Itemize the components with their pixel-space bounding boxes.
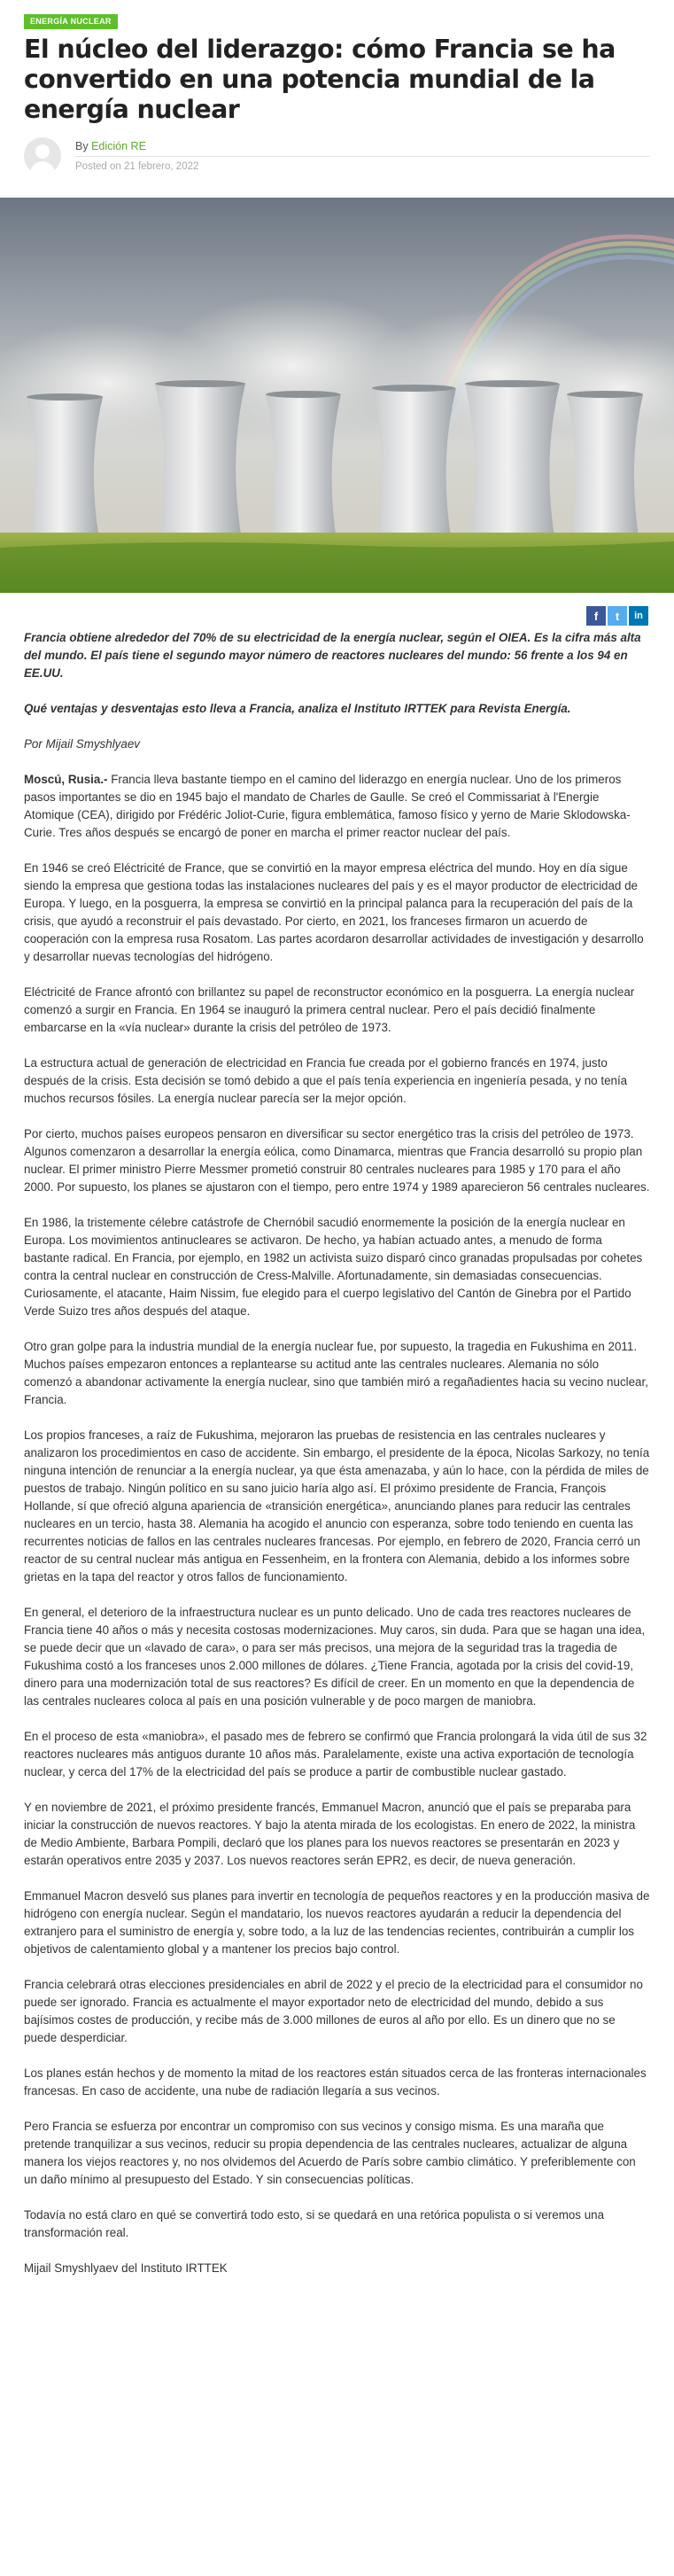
subhead-paragraph: Qué ventajas y desventajas esto lleva a Francia, analiza el Instituto IRTTEK para Revista Energía.	[24, 702, 571, 715]
paragraph-2: En 1946 se creó Eléctricité de France, que se convirtió en la mayor empresa eléctrica del mundo. Hoy en día sigue siendo la empresa que gestiona todas las instalaciones nucleares del país y es el mayor productor de electricidad de Europa. Y luego, en la posguerra, la empresa se convirtió en la principal palanca para la recuperación del país de la crisis, que ayudó a reconstruir el país devastado. Por cierto, en 2021, los franceses firmaron un acuerdo de cooperación con la empresa rusa Rosatom. Las partes acordaron desarrollar actividades de investigación y desarrollo y desarrollar nuevas tecnologías del hidrógeno.	[24, 861, 644, 963]
share-buttons	[0, 593, 674, 626]
article-header	[0, 0, 674, 178]
paragraph-15: Pero Francia se esfuerza por encontrar un compromiso con sus vecinos y consigo misma. Es una maraña que pretende tranquilizar a sus vecinos, reducir su propia dependencia de las centrales nucleares, actualizar de alguna manera los viejos reactores y, no nos olvidemos del Acuerdo de París sobre cambio climático. Y preferiblemente con un daño mínimo al presupuesto del Estado. Y sin consecuencias políticas.	[24, 2120, 636, 2186]
linkedin-share-button[interactable]: in	[629, 606, 648, 626]
article-meta	[24, 134, 650, 178]
paragraph-1-text: Francia lleva bastante tiempo en el camino del liderazgo en energía nuclear. Uno de los primeros pasos importantes se dio en 1945 bajo el mandato de Charles de Gaulle. Se creó el Commissariat à l'Energie Atomique (CEA), dirigido por Frédéric Joliot-Curie, figura emblemática, famoso físico y yerno de Marie Sklodowska-Curie. Tres años después se encargó de poner en marcha el primer reactor nuclear del país.	[24, 773, 631, 839]
avatar-head-shape	[35, 144, 50, 159]
byline-prefix: By	[75, 140, 89, 152]
author-line: Por Mijail Smyshlyaev	[24, 737, 140, 751]
paragraph-4: La estructura actual de generación de electricidad en Francia fue creada por el gobierno francés en 1974, justo después de la crisis. Esta decisión se tomó debido a que el país tenía experiencia en ingeniería pesada, y no tenía muchos recursos fósiles. La energía nuclear parecía ser la mejor opción.	[24, 1056, 628, 1105]
article-title: El núcleo del liderazgo: cómo Francia se ha convertido en una potencia mundial de la energía nuclear	[24, 35, 616, 124]
category-badge[interactable]: ENERGÍA NUCLEAR	[24, 14, 118, 29]
paragraph-8: Los propios franceses, a raíz de Fukushima, mejoraron las pruebas de resistencia en las centrales nucleares y analizaron los procedimientos en caso de accidente. Sin embargo, el presidente de la época, Nicolas Sarkozy, no tenía ninguna intención de renunciar a la energía nuclear, ya que ésta amenazaba, y aún lo hace, con la pérdida de miles de puestos de trabajo. Ningún político en su sano juicio haría algo así. El próximo presidente de Francia, François Hollande, sí que ofreció alguna apariencia de «transición energética», anunciando planes para reducir las centrales nucleares en un tercio, hasta 38. Alemania ha acogido el anuncio con esperanza, sobre todo teniendo en cuenta las recurrentes noticias de fallos en las centrales nucleares francesas. Por ejemplo, en febrero de 2020, Francia cerró un reactor de su central nuclear más antigua en Fessenheim, en la frontera con Alemania, debido a los informes sobre grietas en la tapa del reactor y otros fallos de funcionamiento.	[24, 1428, 650, 1584]
avatar-body-shape	[30, 161, 55, 175]
meta-text	[75, 138, 650, 174]
byline	[75, 138, 650, 154]
paragraph-11: Y en noviembre de 2021, el próximo presidente francés, Emmanuel Macron, anunció que el país se preparaba para iniciar la construcción de nuevos reactores. Y bajo la atenta mirada de los ecologistas. En enero de 2022, la ministra de Medio Ambiente, Barbara Pompili, declaró que los planes para los nuevos reactores se presentarán en 2023 y estarán operativos entre 2035 y 2037. Los nuevos reactores serán EPR2, es decir, de nueva generación.	[24, 1801, 636, 1867]
author-link[interactable]: Edición RE	[91, 140, 146, 152]
paragraph-13: Francia celebrará otras elecciones presidenciales en abril de 2022 y el precio de la electricidad para el consumidor no puede ser ignorado. Francia es actualmente el mayor exportador neto de electricidad del mundo, debido a sus bajísimos costes de producción, y recibe más de 3.000 millones de euros al año por ello. Es un dinero que no se puede desperdiciar.	[24, 1978, 643, 2044]
paragraph-16: Todavía no está claro en qué se convertirá todo esto, si se quedará en una retórica populista o si veremos una transformación real.	[24, 2208, 605, 2239]
nuclear-plant-photo	[0, 198, 674, 593]
facebook-share-button[interactable]: f	[586, 606, 606, 626]
signature: Mijail Smyshlyaev del Instituto IRTTEK	[24, 2261, 228, 2275]
lead-paragraph: Francia obtiene alrededor del 70% de su electricidad de la energía nuclear, según el OIEA. Es la cifra más alta del mundo. El país tiene el segundo mayor número de reactores nucleares del mundo: 56 frente a los 94 en EE.UU.	[24, 631, 641, 680]
paragraph-12: Emmanuel Macron desveló sus planes para invertir en tecnología de pequeños reactores y en la producción masiva de hidrógeno con energía nuclear. Según el mandatario, los nuevos reactores ayudarán a reducir la dependencia del extranjero para el suministro de energía y, sobre todo, a la luz de las tendencias recientes, contribuirán a cumplir los objetivos de calentamiento global y a mantener los precios bajo control.	[24, 1889, 650, 1956]
dateline: Moscú, Rusia.-	[24, 773, 108, 786]
paragraph-6: En 1986, la tristemente célebre catástrofe de Chernóbil sacudió enormemente la posición de la energía nuclear en Europa. Los movimientos antinucleares se activaron. De hecho, ya habían actuado antes, a menudo de forma bastante radical. En Francia, por ejemplo, en 1982 un activista suizo disparó cinco granadas propulsadas por cohetes contra la central nuclear en construcción de Cress-Malville. Afortunadamente, sin demasiadas consecuencias. Curiosamente, el atacante, Haim Nissim, fue elegido para el cuerpo legislativo del Cantón de Ginebra por el Partido Verde Suizo tres años después del ataque.	[24, 1216, 643, 1318]
paragraph-14: Los planes están hechos y de momento la mitad de los reactores están situados cerca de las fronteras internacionales francesas. En caso de accidente, una nube de radiación llegaría a sus vecinos.	[24, 2066, 647, 2097]
paragraph-10: En el proceso de esta «maniobra», el pasado mes de febrero se confirmó que Francia prolongará la vida útil de sus 32 reactores nucleares más antiguos durante 10 años más. Paralelamente, existe una activa exportación de tecnología nuclear, y cerca del 17% de la electricidad del país se produce a partir de combustible nuclear gastado.	[24, 1730, 647, 1778]
paragraph-1	[24, 771, 650, 842]
hero-image	[0, 198, 674, 593]
paragraph-7: Otro gran golpe para la industria mundial de la energía nuclear fue, por supuesto, la tragedia en Fukushima en 2011. Muchos países empezaron entonces a replantearse su actitud ante las centrales nucleares. Alemania no sólo comenzó a abandonar activamente la energía nuclear, sino que también miró a regañadientes hacia su vecino nuclear, Francia.	[24, 1340, 648, 1406]
post-date: Posted on 21 febrero, 2022	[75, 161, 199, 172]
article-body	[0, 626, 674, 2277]
twitter-share-button[interactable]: t	[608, 606, 627, 626]
meta-divider	[75, 156, 650, 157]
avatar[interactable]	[24, 137, 61, 175]
paragraph-5: Por cierto, muchos países europeos pensaron en diversificar su sector energético tras la crisis del petróleo de 1973. Algunos comenzaron a desarrollar la energía eólica, como Dinamarca, mientras que Francia desarrolló su propio plan nuclear. El primer ministro Pierre Messmer prometió construir 80 centrales nucleares para 1985 y 170 para el año 2000. Por supuesto, los planes se ajustaron con el tiempo, pero entre 1974 y 1989 aparecieron 56 centrales nucleares.	[24, 1127, 650, 1194]
paragraph-3: Eléctricité de France afrontó con brillantez su papel de reconstructor económico en la posguerra. La energía nuclear comenzó a surgir en Francia. En 1964 se inauguró la primera central nuclear. Pero el país decidió finalmente embarcarse en la «vía nuclear» durante la crisis del petróleo de 1973.	[24, 985, 635, 1034]
paragraph-9: En general, el deterioro de la infraestructura nuclear es un punto delicado. Uno de cada tres reactores nucleares de Francia tiene 40 años o más y necesita costosas modernizaciones. Muy caros, sin duda. Para que se hagan una idea, se puede decir que un «lavado de cara», o para ser más precisos, una mejora de la seguridad tras la tragedia de Fukushima costó a los franceses unos 2.000 millones de dólares. ¿Tiene Francia, agotada por la crisis del covid-19, dinero para una modernización total de sus reactores? Es difícil de creer. En un momento en que la dependencia de las centrales nucleares coloca al país en una posición vulnerable y de poco margen de maniobra.	[24, 1606, 646, 1708]
